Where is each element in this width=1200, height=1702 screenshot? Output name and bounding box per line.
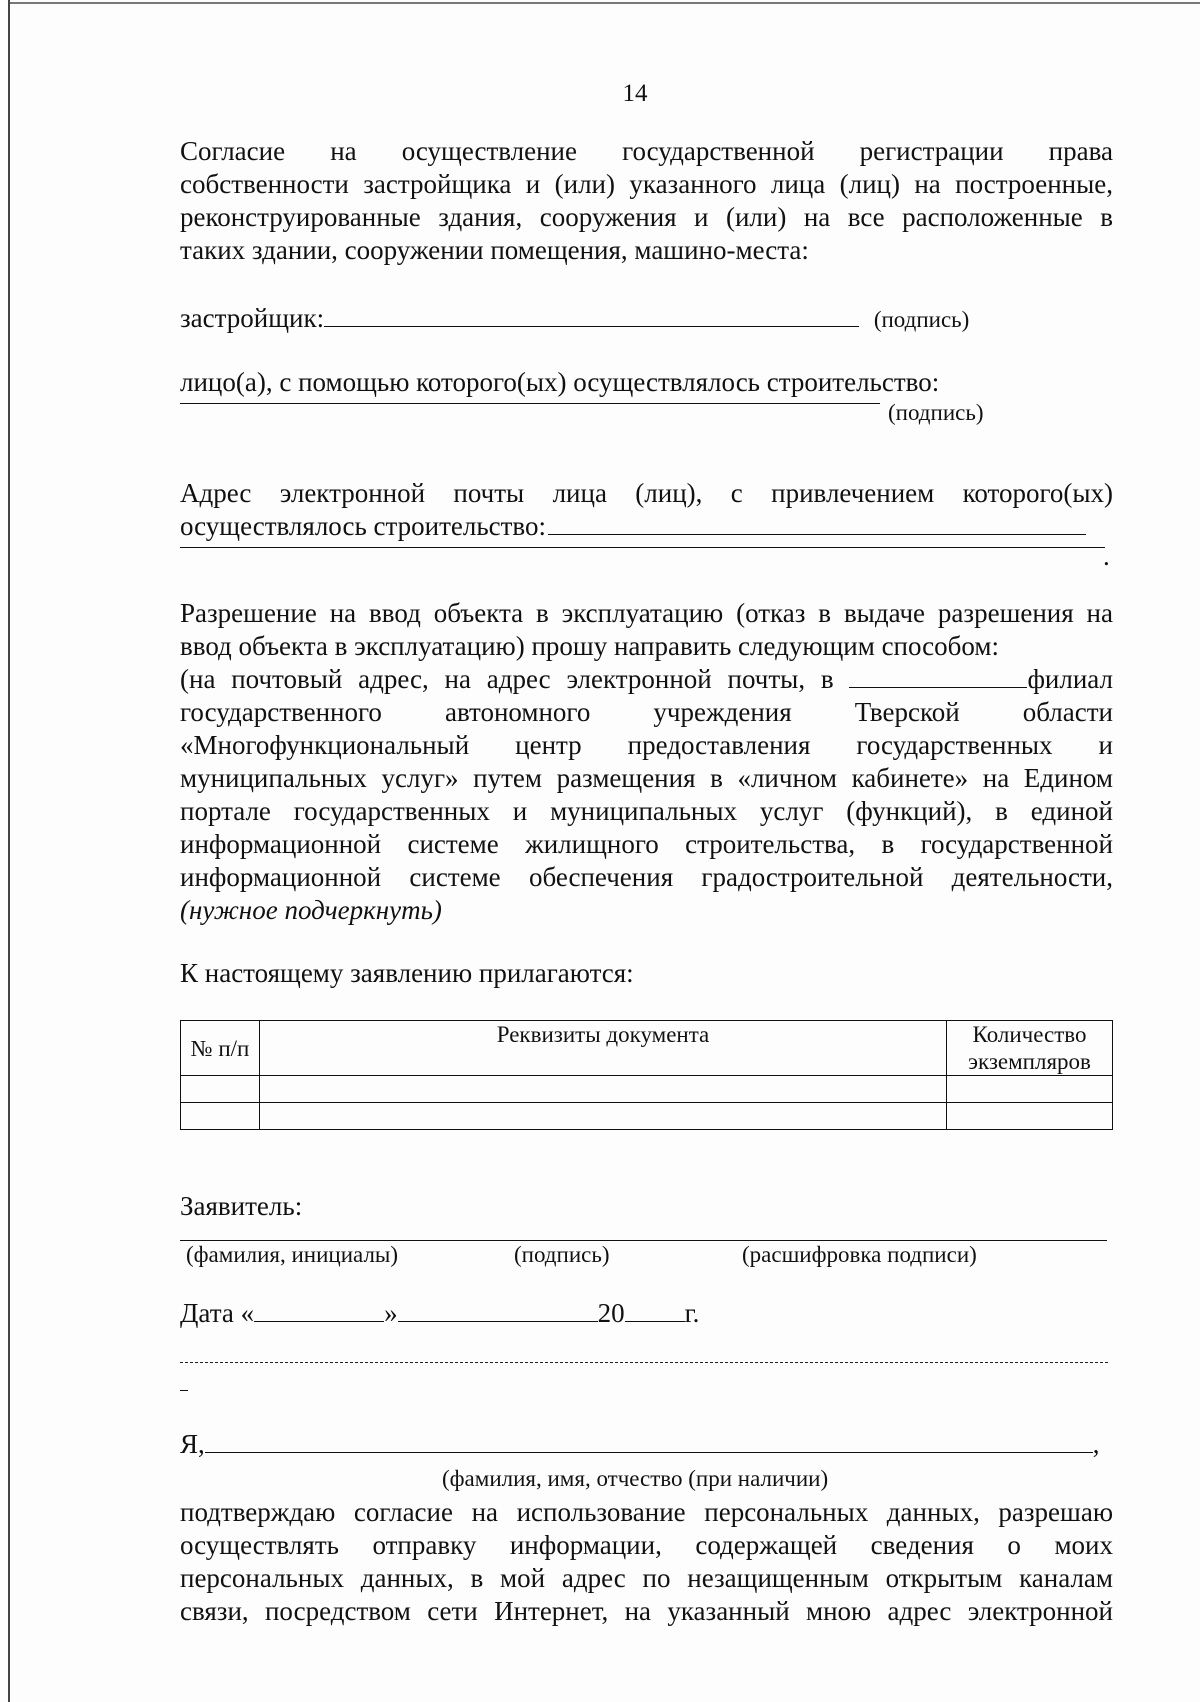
personal-line: подтверждаю согласие на использование персональных данных, разрешаю (180, 1497, 1113, 1527)
permit-note: (нужное подчеркнуть) (180, 895, 442, 925)
permit-line: информационной системе жилищного строительства, в государственной (180, 829, 1113, 859)
period: . (1103, 541, 1110, 571)
permit-line: портале государственных и муниципальных услуг (функций), в единой (180, 796, 1113, 826)
consent-line: собственности застройщика и (или) указанного лица (лиц) на построенные, (180, 169, 1113, 199)
personal-line: персональных данных, в мой адрес по незащищенным открытым каналам (180, 1563, 1113, 1593)
builder-signature-hint: (подпись) (888, 400, 984, 425)
email-line: Адрес электронной почты лица (лиц), с привлечением которого(ых) (180, 478, 1113, 508)
page-left-edge (8, 0, 10, 1702)
permit-line: Разрешение на ввод объекта в эксплуатацию (отказ в выдаче разрешения на (180, 598, 1113, 628)
builder-signature-line[interactable] (180, 403, 880, 404)
dashed-separator (180, 1362, 1108, 1363)
personal-paragraph (180, 1496, 1113, 1628)
header-quantity: Количество экземпляров (947, 1021, 1113, 1076)
developer-label: застройщик: (180, 303, 325, 333)
table-row (181, 1103, 1113, 1130)
permit-line-part: филиал (1027, 664, 1113, 694)
attachments-table (180, 1020, 1113, 1130)
permit-paragraph (180, 597, 1113, 927)
personal-line: связи, посредством сети Интернет, на указанный мною адрес электронной (180, 1596, 1113, 1626)
consent-paragraph (180, 135, 1113, 267)
separator-dash-stub (180, 1390, 188, 1391)
permit-line: муниципальных услуг» путем размещения в «личном кабинете» на Едином (180, 763, 1113, 793)
date-day-field[interactable] (254, 1297, 384, 1322)
table-row (181, 1076, 1113, 1103)
consent-line: таких здании, сооружении помещения, машино-места: (180, 235, 809, 265)
applicant-signature-line[interactable] (180, 1240, 1107, 1241)
email-field[interactable] (548, 510, 1086, 535)
date-mid: » (384, 1298, 398, 1328)
permit-line: «Многофункциональный центр предоставления государственных и (180, 730, 1113, 760)
attachments-header-row (181, 1021, 1113, 1076)
email-field-continuation[interactable] (180, 547, 1105, 548)
table-cell[interactable] (181, 1076, 260, 1103)
table-cell[interactable] (947, 1076, 1113, 1103)
permit-line: информационной системе обеспечения градостроительной деятельности, (180, 862, 1113, 892)
caption-signature: (подпись) (514, 1242, 610, 1267)
date-year-field[interactable] (625, 1297, 685, 1322)
full-name-caption: (фамилия, имя, отчество (при наличии) (442, 1466, 829, 1491)
mfc-branch-field[interactable] (849, 663, 1027, 688)
applicant-label: Заявитель: (180, 1191, 303, 1221)
page-number: 14 (622, 80, 648, 107)
date-prefix: Дата « (180, 1298, 255, 1328)
permit-line (180, 663, 1113, 696)
email-label: осуществлялось строительство: (180, 511, 546, 541)
permit-line: ввод объекта в эксплуатацию) прошу направить следующим способом: (180, 631, 999, 661)
email-paragraph (180, 477, 1113, 543)
table-cell[interactable] (260, 1076, 947, 1103)
date-month-field[interactable] (398, 1297, 598, 1322)
developer-signature-line[interactable] (324, 302, 859, 327)
permit-line: государственного автономного учреждения Тверской области (180, 697, 1113, 727)
developer-signature-row (180, 302, 969, 336)
header-document: Реквизиты документа (260, 1021, 947, 1076)
table-cell[interactable] (181, 1103, 260, 1130)
caption-decoding: (расшифровка подписи) (742, 1242, 977, 1267)
date-row (180, 1297, 699, 1330)
date-suffix: г. (684, 1298, 700, 1328)
consent-line: реконструированные здания, сооружения и (или) на все расположенные в (180, 202, 1113, 232)
personal-line: осуществлять отправку информации, содержащей сведения о моих (180, 1530, 1113, 1560)
attachments-intro: К настоящему заявлению прилагаются: (180, 958, 634, 988)
developer-signature-hint: (подпись) (873, 307, 970, 332)
table-cell[interactable] (947, 1103, 1113, 1130)
builder-label: лицо(а), с помощью которого(ых) осуществлялось строительство: (180, 367, 940, 397)
table-cell[interactable] (260, 1103, 947, 1130)
permit-line-part: (на почтовый адрес, на адрес электронной почты, в (180, 664, 834, 694)
consent-line: Согласие на осуществление государственной регистрации права (180, 136, 1113, 166)
date-year-prefix: 20 (597, 1298, 625, 1328)
personal-ya: Я, (180, 1429, 205, 1459)
page-top-edge (8, 2, 1200, 4)
header-number: № п/п (181, 1021, 260, 1076)
full-name-field[interactable] (205, 1428, 1093, 1453)
personal-name-row: Я, , (180, 1429, 1100, 1459)
caption-name: (фамилия, инициалы) (186, 1242, 399, 1267)
